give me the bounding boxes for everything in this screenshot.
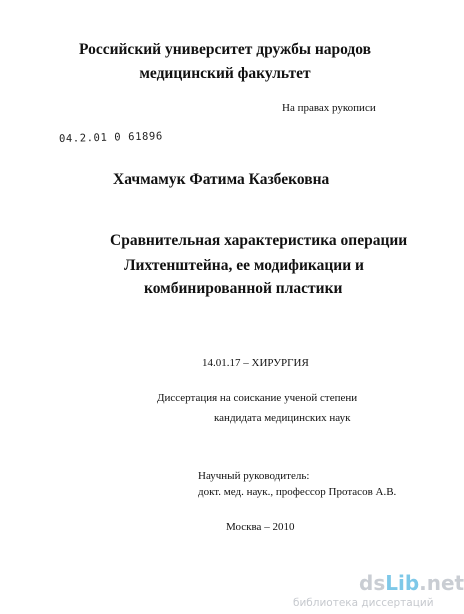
- faculty-name: медицинский факультет: [139, 65, 311, 82]
- supervisor-label: Научный руководитель:: [198, 470, 310, 482]
- title-line-3: комбинированной пластики: [144, 280, 343, 297]
- archive-stamp: 04.2.01 0 61896: [58, 130, 163, 145]
- dslib-logo: [359, 571, 464, 595]
- thesis-degree-line-1: Диссертация на соискание ученой степени: [157, 392, 358, 404]
- logo-lib-text: Lib: [385, 571, 420, 595]
- supervisor-name: докт. мед. наук., профессор Протасов А.В.: [198, 486, 397, 498]
- author-name: Хачмамук Фатима Казбековна: [113, 171, 330, 188]
- rights-note: На правах рукописи: [282, 102, 376, 114]
- thesis-degree-line-2: кандидата медицинских наук: [214, 412, 351, 424]
- logo-ds-text: ds: [359, 571, 386, 595]
- city-year: Москва – 2010: [226, 521, 295, 533]
- specialty-code: 14.01.17 – ХИРУРГИЯ: [202, 357, 309, 369]
- university-name: Российский университет дружбы народов: [78, 41, 372, 58]
- title-line-2: Лихтенштейна, ее модификации и: [124, 257, 364, 274]
- watermark-subtitle: библиотека диссертаций: [293, 597, 434, 609]
- logo-net-text: .net: [419, 571, 464, 595]
- dslib-watermark: [291, 571, 464, 613]
- title-line-1: Сравнительная характеристика операции: [110, 232, 408, 249]
